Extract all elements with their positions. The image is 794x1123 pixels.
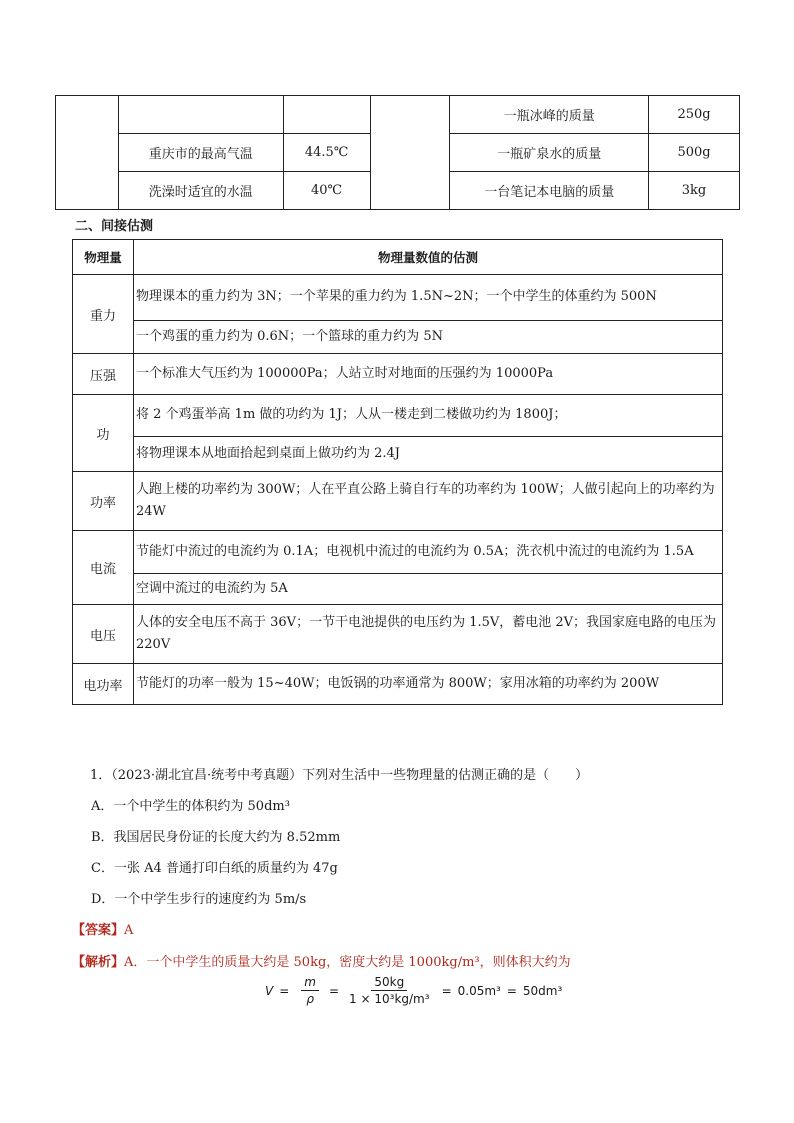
fraction-numerator: m bbox=[301, 975, 319, 991]
value-line: 一个鸡蛋的重力约为 0.6N；一个篮球的重力约为 5N bbox=[134, 320, 723, 353]
table-row bbox=[73, 531, 723, 574]
table-row bbox=[73, 395, 723, 437]
estimation-table bbox=[72, 239, 723, 705]
table-header-row bbox=[73, 240, 723, 275]
table-row bbox=[73, 605, 723, 664]
table-cell bbox=[56, 96, 119, 210]
formula-equals: = bbox=[279, 983, 290, 998]
value-line: 将物理课本从地面拾起到桌面上做功约为 2.4J bbox=[134, 436, 723, 471]
fraction-denominator: ρ bbox=[306, 992, 314, 1006]
section-heading: 二、间接估测 bbox=[75, 219, 154, 234]
question-stem: 1．（2023·湖北宜昌·统考中考真题）下列对生活中一些物理量的估测正确的是（ ） bbox=[90, 768, 589, 783]
formula-result: 0.05m³ bbox=[457, 983, 501, 998]
table-row bbox=[73, 275, 723, 321]
option-d: D．一个中学生步行的速度约为 5m/s bbox=[91, 892, 307, 907]
table-row bbox=[73, 664, 723, 705]
table-cell: 500g bbox=[649, 134, 740, 172]
table-cell bbox=[283, 96, 370, 134]
header-quantity: 物理量 bbox=[73, 240, 134, 275]
quantity-power: 功率 bbox=[73, 472, 134, 531]
header-values: 物理量数值的估测 bbox=[134, 240, 723, 275]
table-cell: 一瓶矿泉水的质量 bbox=[450, 134, 649, 172]
value-line: 节能灯中流过的电流约为 0.1A；电视机中流过的电流约为 0.5A；洗衣机中流过的电流约为 1.5A bbox=[134, 531, 723, 574]
fraction-values bbox=[349, 975, 430, 1006]
value-line: 将 2 个鸡蛋举高 1m 做的功约为 1J；人从一楼走到二楼做功约为 1800J； bbox=[134, 395, 723, 437]
formula-equals: = bbox=[506, 983, 517, 998]
formula-result: 50dm³ bbox=[522, 983, 563, 998]
answer-line bbox=[72, 919, 133, 938]
table-cell: 3kg bbox=[649, 172, 740, 210]
analysis-line bbox=[72, 951, 571, 970]
table-cell: 44.5℃ bbox=[283, 134, 370, 172]
value-line: 人跑上楼的功率约为 300W；人在平直公路上骑自行车的功率约为 100W；人做引起向上的功率约为 24W bbox=[134, 472, 723, 531]
fraction-numerator: 50kg bbox=[371, 975, 407, 991]
table-cell: 40℃ bbox=[283, 172, 370, 210]
answer-tag: 【答案】 bbox=[72, 923, 125, 938]
formula-equals: = bbox=[441, 983, 452, 998]
answer-value: A bbox=[124, 923, 134, 938]
measurement-table bbox=[55, 95, 740, 210]
value-line: 人体的安全电压不高于 36V；一节干电池提供的电压约为 1.5V，蓄电池 2V；我国家庭电路的电压为 220V bbox=[134, 605, 723, 664]
option-c: C．一张 A4 普通打印白纸的质量约为 47g bbox=[91, 861, 338, 876]
volume-formula bbox=[265, 975, 562, 1006]
table-cell: 一瓶冰峰的质量 bbox=[450, 96, 649, 134]
table-row bbox=[73, 354, 723, 395]
table-row bbox=[73, 472, 723, 531]
value-line: 空调中流过的电流约为 5A bbox=[134, 574, 723, 605]
analysis-text: A．一个中学生的质量大约是 50kg，密度大约是 1000kg/m³，则体积大约为 bbox=[124, 955, 571, 970]
value-line: 节能灯的功率一般为 15~40W；电饭锅的功率通常为 800W；家用冰箱的功率约为 200W bbox=[134, 664, 723, 705]
table-row bbox=[73, 320, 723, 353]
quantity-pressure: 压强 bbox=[73, 354, 134, 395]
quantity-work: 功 bbox=[73, 395, 134, 472]
fraction-m-over-rho bbox=[301, 975, 319, 1006]
option-b: B．我国居民身份证的长度大约为 8.52mm bbox=[91, 830, 341, 845]
table-cell bbox=[118, 96, 283, 134]
table-cell: 250g bbox=[649, 96, 740, 134]
analysis-tag: 【解析】 bbox=[72, 955, 125, 970]
table-cell: 洗澡时适宜的水温 bbox=[118, 172, 283, 210]
table-cell: 重庆市的最高气温 bbox=[118, 134, 283, 172]
formula-lhs: V bbox=[265, 983, 274, 998]
table-row bbox=[56, 96, 740, 134]
table-row bbox=[73, 574, 723, 605]
formula-equals: = bbox=[328, 983, 340, 998]
table-cell: 一台笔记本电脑的质量 bbox=[450, 172, 649, 210]
quantity-gravity: 重力 bbox=[73, 275, 134, 354]
fraction-denominator: 1 × 10³kg/m³ bbox=[349, 992, 430, 1006]
option-a: A．一个中学生的体积约为 50dm³ bbox=[91, 799, 290, 814]
quantity-voltage: 电压 bbox=[73, 605, 134, 664]
quantity-current: 电流 bbox=[73, 531, 134, 605]
table-row bbox=[73, 436, 723, 471]
quantity-electric-power: 电功率 bbox=[73, 664, 134, 705]
value-line: 一个标准大气压约为 100000Pa；人站立时对地面的压强约为 10000Pa bbox=[134, 354, 723, 395]
value-line: 物理课本的重力约为 3N；一个苹果的重力约为 1.5N~2N；一个中学生的体重约为 500N bbox=[134, 275, 723, 321]
table-cell bbox=[370, 96, 450, 210]
